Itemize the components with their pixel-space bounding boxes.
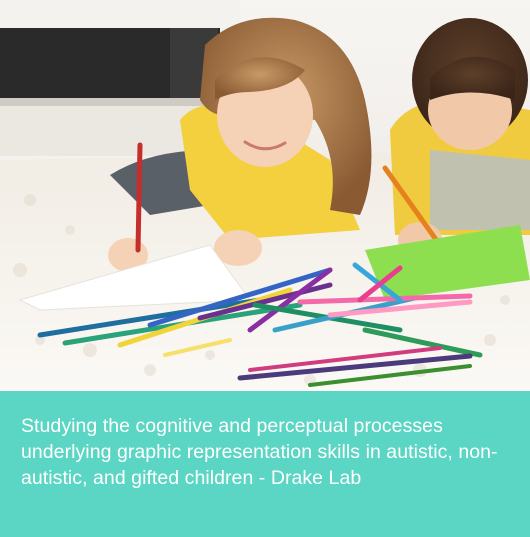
caption-text: Studying the cognitive and perceptual processes underlying graphic representation skills in autistic, non-autistic, and gifted children - Drake Lab [21, 415, 498, 489]
card-caption[interactable] [0, 391, 530, 537]
